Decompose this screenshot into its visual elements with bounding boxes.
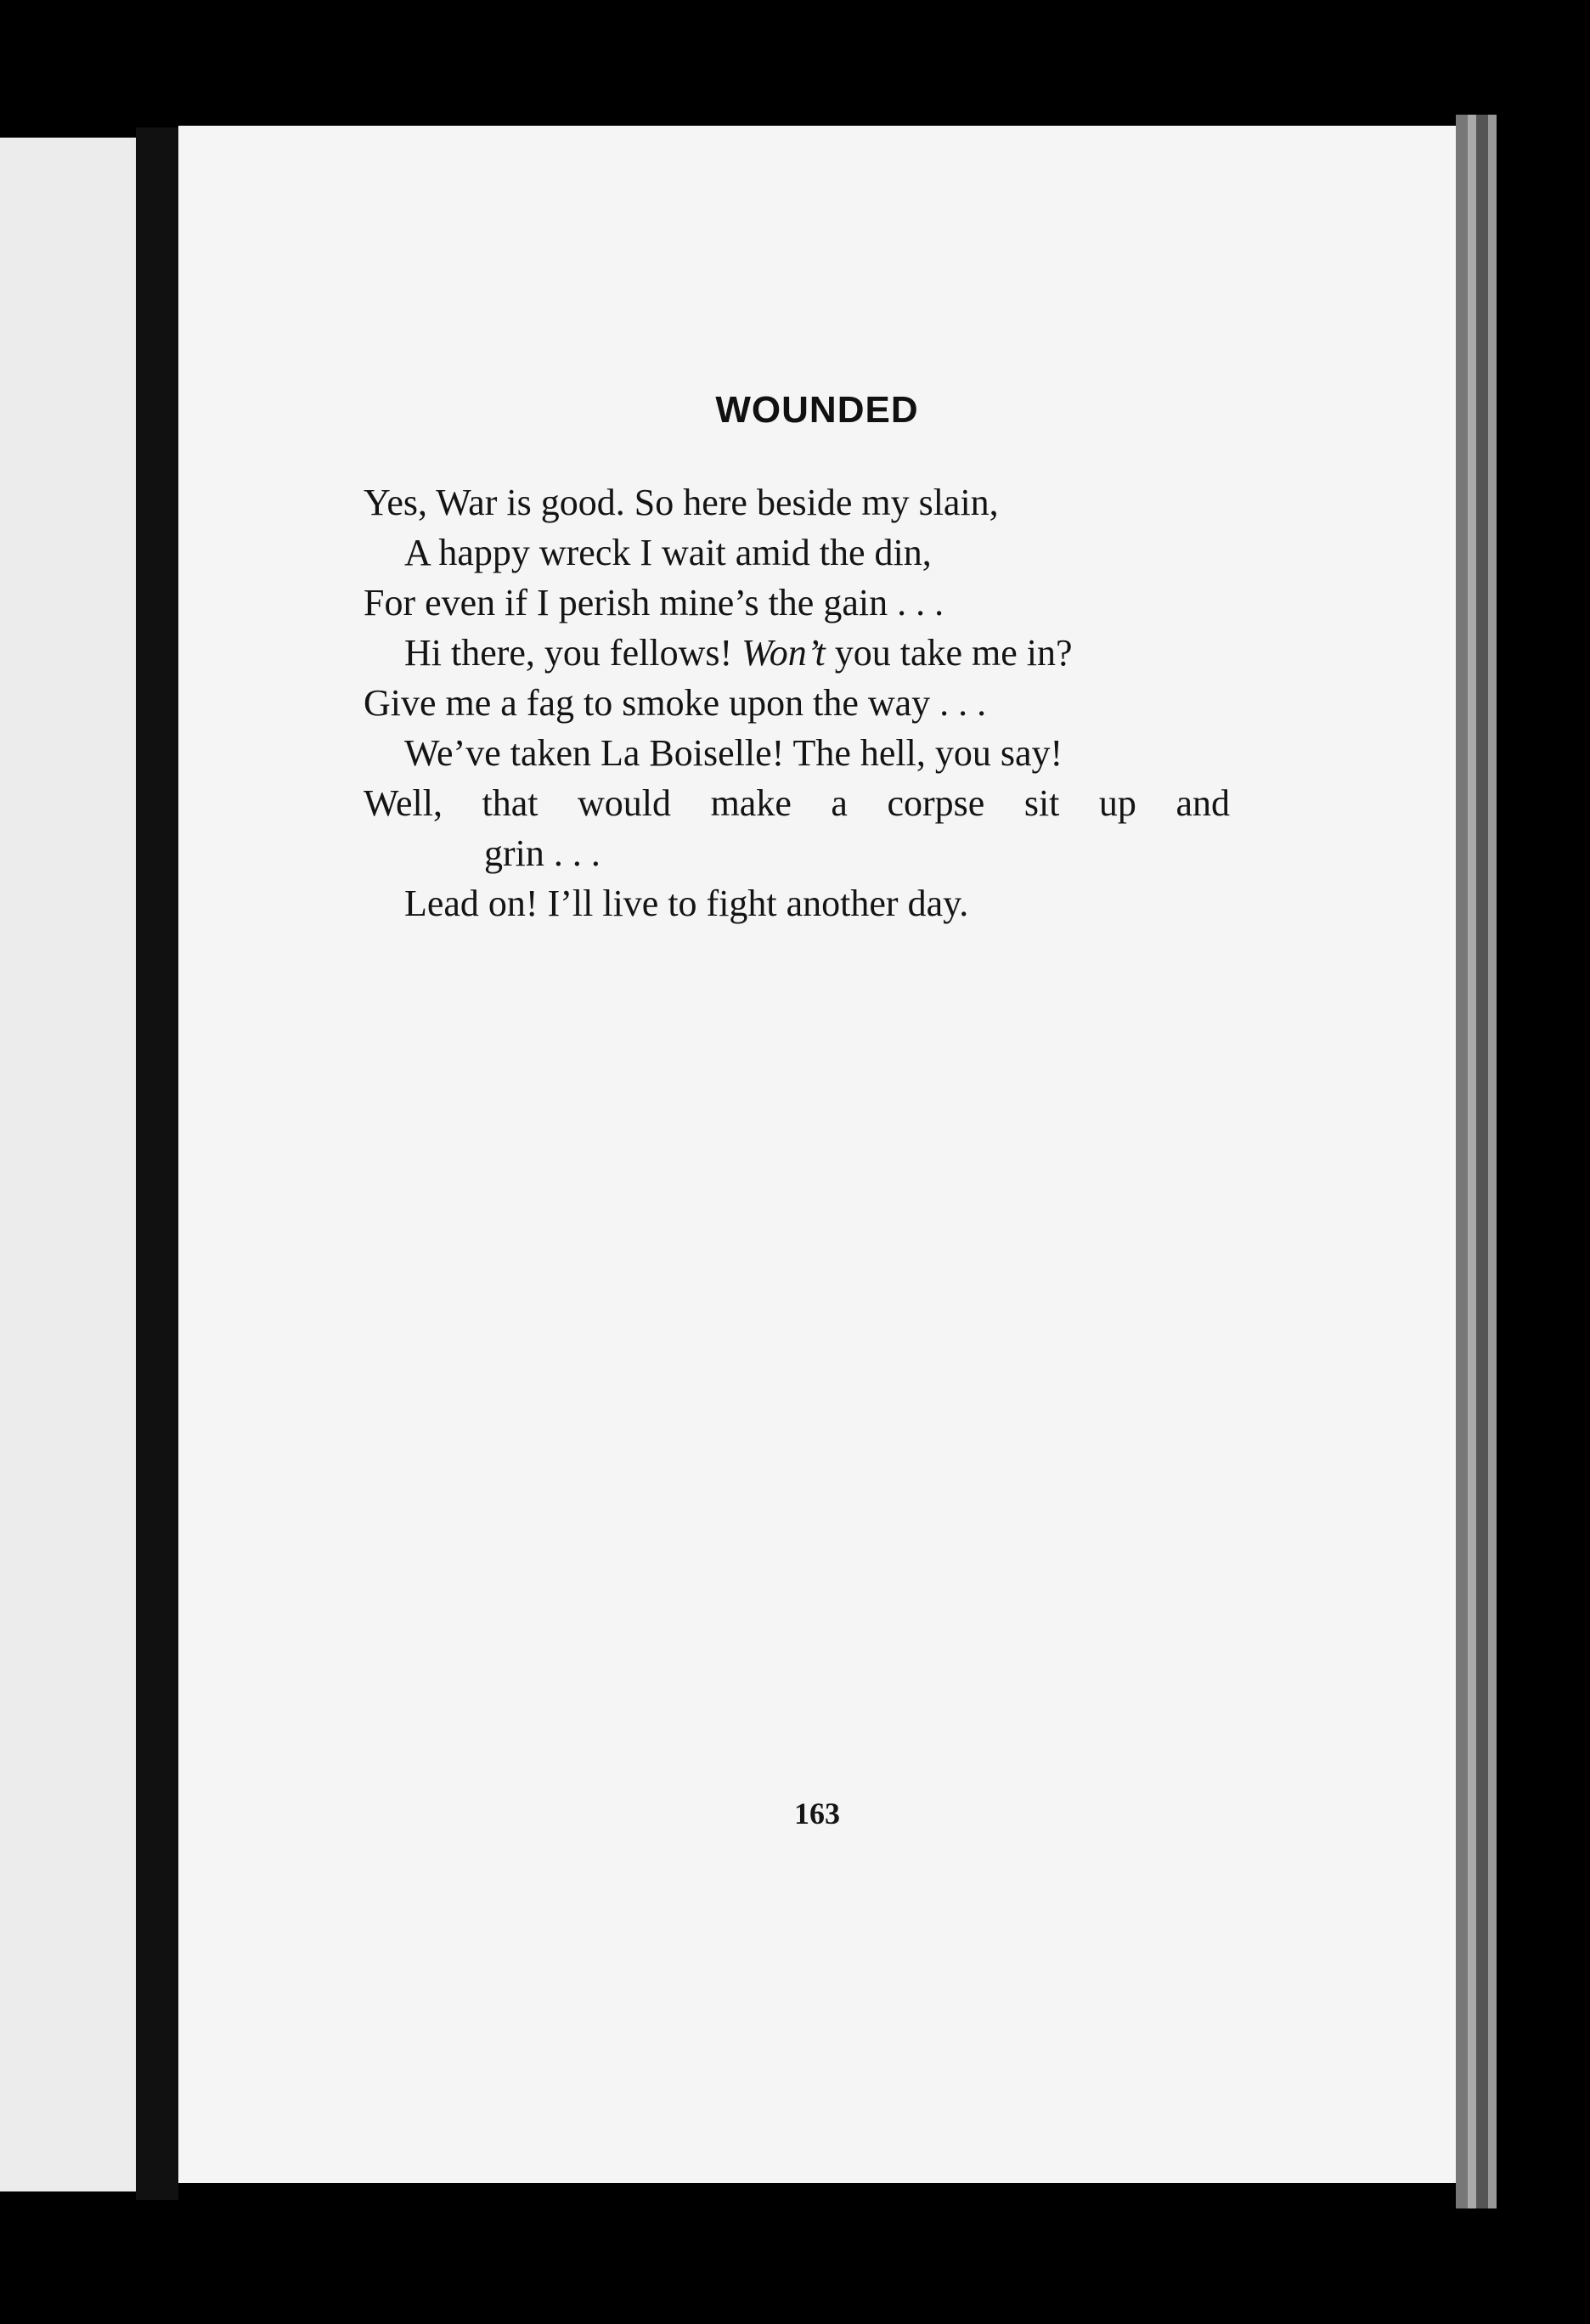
page-number: 163 [794,1797,840,1830]
page-block-edge [1488,115,1497,2208]
left-page-edge [0,138,136,2191]
page-block-edge [1476,115,1488,2208]
book-gutter [136,127,178,2200]
poem-line-continuation: grin . . . [484,832,600,874]
poem-line: A happy wreck I wait amid the din, [404,532,932,573]
poem-line: Yes, War is good. So here beside my slain, [364,482,999,523]
poem-line: For even if I perish mine’s the gain . . . [364,582,944,623]
right-page [178,126,1456,2183]
poem-line: Well, that would make a corpse sit up and [364,782,1230,824]
page-block-edge [1468,115,1476,2208]
emphasized-word: Won’t [741,632,826,674]
poem-line: Give me a fag to smoke upon the way . . . [364,682,987,724]
poem-line-part: you take me in? [825,632,1073,674]
page-block-edge [1456,115,1468,2208]
poem-body [364,477,1247,928]
poem-line: We’ve taken La Boiselle! The hell, you say! [404,732,1063,774]
poem-title: WOUNDED [715,389,919,431]
poem-line [364,628,1247,678]
poem-line-part: Hi there, you fellows! [404,632,742,674]
poem-line: Lead on! I’ll live to fight another day. [404,883,969,924]
